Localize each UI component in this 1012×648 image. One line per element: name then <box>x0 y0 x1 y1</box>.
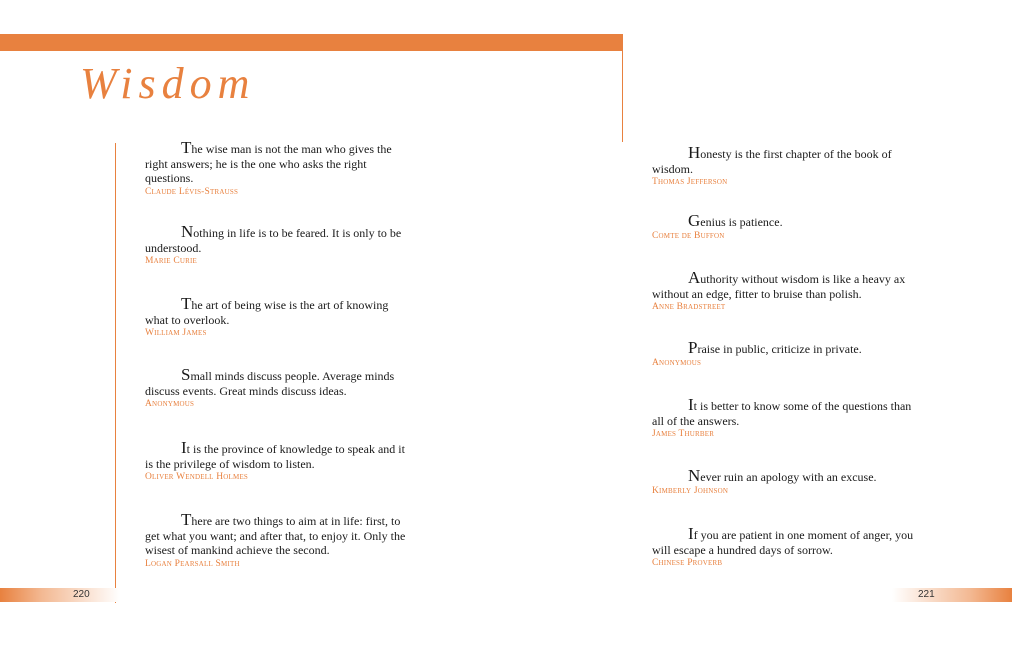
quote-author: Marie Curie <box>145 256 198 266</box>
page-number-left: 220 <box>73 589 90 600</box>
quote-author: Comte de Buffon <box>652 230 725 241</box>
quote-block <box>652 338 914 369</box>
left-margin-rule <box>115 143 116 603</box>
top-accent-bar <box>0 34 623 51</box>
quote-author: Thomas Jefferson <box>652 177 728 187</box>
quote-text: Genius is patience. <box>688 211 783 230</box>
quote-block <box>652 211 914 242</box>
quote-block <box>652 268 914 313</box>
quote-author: William James <box>145 328 207 338</box>
quote-text: Nothing in life is to be feared. It is only to be understood. <box>145 222 402 255</box>
quote-text: Never ruin an apology with an excuse. <box>688 466 877 485</box>
quote-block <box>652 143 914 188</box>
quote-text: There are two things to aim at in life: first, to get what you want; and after that, to enjoy it. Only the wisest of mankind achieve the second. <box>145 510 406 557</box>
quote-block <box>652 524 914 569</box>
quote-block <box>145 510 407 570</box>
quote-block <box>145 294 407 339</box>
top-accent-bar-edge <box>622 34 623 142</box>
quote-block <box>652 466 914 497</box>
page-number-right-band <box>892 588 1012 602</box>
quote-block <box>145 438 407 483</box>
quote-text: If you are patient in one moment of anger, you will escape a hundred days of sorrow. <box>652 524 914 557</box>
quote-text: The art of being wise is the art of knowing what to overlook. <box>145 294 389 327</box>
page-number-right: 221 <box>918 589 935 600</box>
quote-text: Honesty is the first chapter of the book of wisdom. <box>652 143 892 176</box>
quote-author: Kimberly Johnson <box>652 485 729 496</box>
quote-text: Authority without wisdom is like a heavy ax without an edge, fitter to bruise than polish. <box>652 268 906 301</box>
quote-block <box>145 138 407 198</box>
quote-block <box>145 222 407 267</box>
quote-text: The wise man is not the man who gives the right answers; he is the one who asks the right questions. <box>145 138 392 185</box>
page-title: Wisdom <box>80 59 256 108</box>
quote-author: Anonymous <box>652 357 702 368</box>
quote-author: Anonymous <box>145 399 195 409</box>
quote-text: It is better to know some of the questions than all of the answers. <box>652 395 912 428</box>
page-number-left-band <box>0 588 120 602</box>
quote-author: Anne Bradstreet <box>652 302 726 312</box>
quote-author: James Thurber <box>652 429 715 439</box>
quote-author: Chinese Proverb <box>652 558 723 568</box>
quote-text: It is the province of knowledge to speak and it is the privilege of wisdom to listen. <box>145 438 405 471</box>
quote-author: Claude Lévis-Strauss <box>145 186 239 197</box>
quote-text: Praise in public, criticize in private. <box>688 338 862 357</box>
quote-author: Oliver Wendell Holmes <box>145 472 249 482</box>
quote-block <box>652 395 914 440</box>
quote-text: Small minds discuss people. Average minds discuss events. Great minds discuss ideas. <box>145 365 395 398</box>
quote-author: Logan Pearsall Smith <box>145 558 240 569</box>
quote-block <box>145 365 407 410</box>
